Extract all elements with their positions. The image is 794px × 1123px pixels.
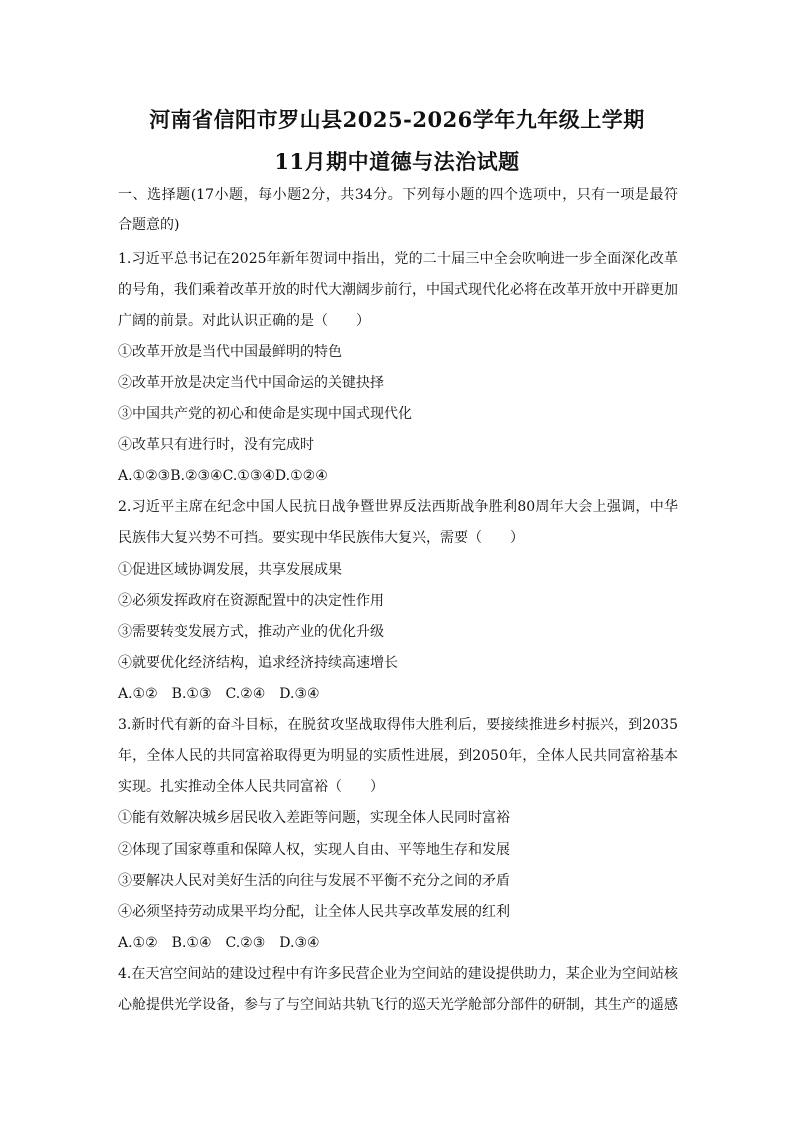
- document-title-line2: 11月期中道德与法治试题: [274, 149, 520, 174]
- q1-stem-cont: 的号角，我们乘着改革开放的时代大潮阔步前行，中国式现代化必将在改革开放中开辟更加: [118, 282, 678, 298]
- q3-choices: A.①② B.①④ C.②③ D.③④: [118, 935, 320, 951]
- section-heading: 一、选择题(17小题，每小题2分，共34分。下列每小题的四个选项中，只有一项是最符: [118, 187, 678, 203]
- q4-stem-cont: 心舱提供光学设备，参与了与空间站共轨飞行的巡天光学舱部分部件的研制，其生产的遥感: [118, 997, 678, 1013]
- q3-option-2: ②体现了国家尊重和保障人权，实现人自由、平等地生存和发展: [118, 842, 510, 858]
- q1-option-4: ④改革只有进行时，没有完成时: [118, 437, 314, 453]
- q2-stem: 2.习近平主席在纪念中国人民抗日战争暨世界反法西斯战争胜利80周年大会上强调，中华: [118, 499, 678, 515]
- q1-option-3: ③中国共产党的初心和使命是实现中国式现代化: [118, 406, 412, 422]
- q3-stem: 3.新时代有新的奋斗目标，在脱贫攻坚战取得伟大胜利后，要接续推进乡村振兴，到2035: [118, 717, 678, 733]
- q2-choices: A.①② B.①③ C.②④ D.③④: [118, 686, 320, 702]
- q1-choices: A.①②③B.②③④C.①③④D.①②④: [118, 468, 328, 484]
- document-title-line1: 河南省信阳市罗山县2025-2026学年九年级上学期: [149, 107, 645, 132]
- q2-option-4: ④就要优化经济结构，追求经济持续高速增长: [118, 655, 398, 671]
- q1-option-1: ①改革开放是当代中国最鲜明的特色: [118, 344, 342, 360]
- q1-stem-end: 广阔的前景。对此认识正确的是（ ）: [118, 313, 370, 329]
- q4-stem: 4.在天宫空间站的建设过程中有许多民营企业为空间站的建设提供助力，某企业为空间站核: [118, 966, 678, 982]
- q1-option-2: ②改革开放是决定当代中国命运的关键抉择: [118, 375, 384, 391]
- q3-option-1: ①能有效解决城乡居民收入差距等问题，实现全体人民同时富裕: [118, 810, 510, 826]
- section-heading-cont: 合题意的): [118, 217, 180, 233]
- q2-stem-cont: 民族伟大复兴势不可挡。要实现中华民族伟大复兴，需要（ ）: [118, 530, 524, 546]
- q3-option-3: ③要解决人民对美好生活的向往与发展不平衡不充分之间的矛盾: [118, 873, 510, 889]
- q2-option-3: ③需要转变发展方式，推动产业的优化升级: [118, 624, 384, 640]
- q3-stem-end: 实现。扎实推动全体人民共同富裕（ ）: [118, 779, 384, 795]
- q1-stem: 1.习近平总书记在2025年新年贺词中指出，党的二十届三中全会吹响进一步全面深化改革: [118, 251, 678, 267]
- q2-option-2: ②必须发挥政府在资源配置中的决定性作用: [118, 593, 384, 609]
- q3-stem-cont: 年，全体人民的共同富裕取得更为明显的实质性进展，到2050年，全体人民共同富裕基本: [118, 748, 678, 764]
- q2-option-1: ①促进区域协调发展，共享发展成果: [118, 562, 342, 578]
- q3-option-4: ④必须坚持劳动成果平均分配，让全体人民共享改革发展的红利: [118, 904, 510, 920]
